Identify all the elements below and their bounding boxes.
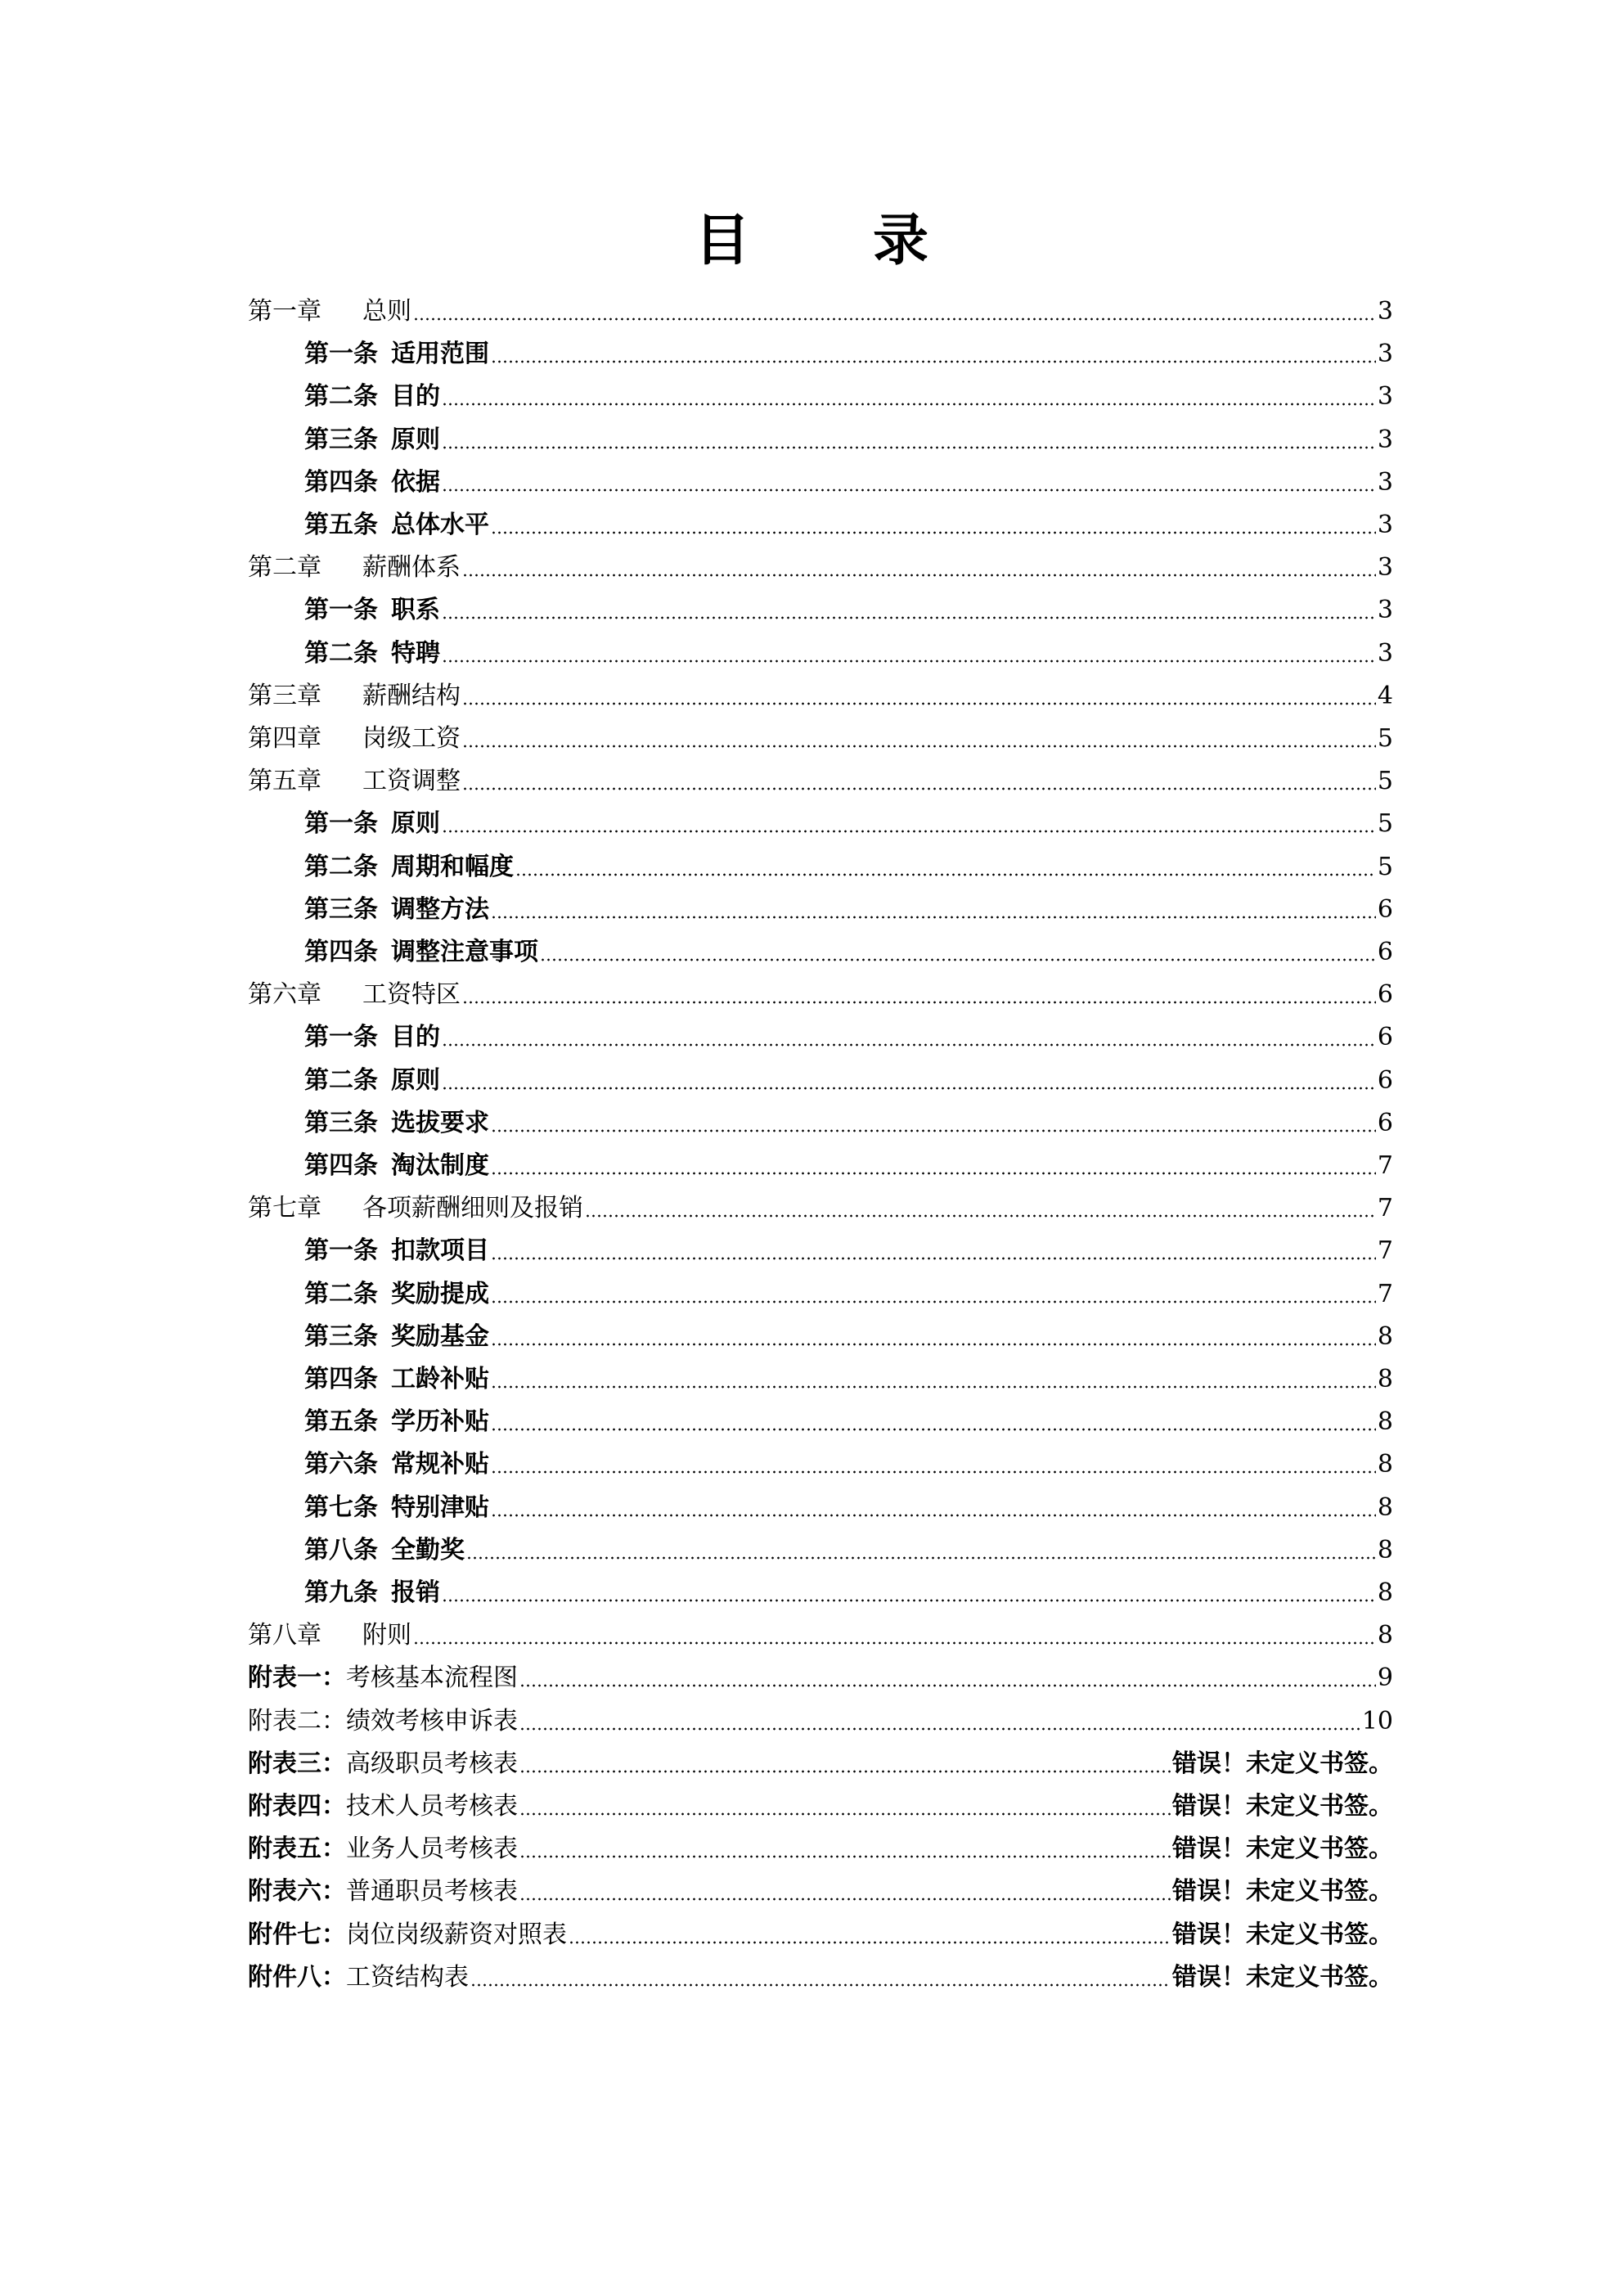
article-title: 原则 <box>391 809 440 839</box>
appendix-title: 业务人员考核表 <box>346 1835 518 1864</box>
article-title: 奖励提成 <box>391 1279 489 1308</box>
toc-entry-appendix[interactable] <box>248 1866 1393 1908</box>
article-number: 第一条 <box>304 1236 378 1266</box>
toc-entry-label <box>248 765 461 798</box>
dot-leader <box>442 660 1376 663</box>
toc-entry-appendix[interactable] <box>248 1738 1393 1781</box>
toc-entry-article[interactable] <box>304 926 1393 969</box>
dot-leader <box>491 1172 1376 1175</box>
toc-entry-chapter[interactable] <box>248 286 1393 328</box>
toc-entry-label <box>248 1662 518 1695</box>
article-title: 依据 <box>391 467 440 497</box>
appendix-title: 技术人员考核表 <box>346 1792 518 1821</box>
toc-entry-appendix[interactable] <box>248 1909 1393 1952</box>
page-number: 3 <box>1377 511 1393 539</box>
article-title: 选拔要求 <box>391 1108 489 1137</box>
dot-leader <box>519 1898 1171 1901</box>
dot-leader <box>466 1556 1376 1560</box>
toc-entry-appendix[interactable] <box>248 1695 1393 1738</box>
toc-entry-label <box>248 1748 518 1781</box>
toc-entry-label <box>304 1235 489 1267</box>
toc-entry-label <box>304 1534 465 1567</box>
page-number: 8 <box>1377 1621 1393 1650</box>
article-number: 第三条 <box>304 894 378 924</box>
article-title: 奖励基金 <box>391 1321 489 1351</box>
article-title: 目的 <box>391 382 440 412</box>
page-number: 6 <box>1377 980 1393 1010</box>
dot-leader <box>491 1129 1376 1132</box>
dot-leader <box>519 1855 1171 1858</box>
appendix-title: 高级职员考核表 <box>346 1749 518 1778</box>
bookmark-error-text: 错误！未定义书签。 <box>1172 1877 1393 1907</box>
toc-entry-label <box>248 979 461 1011</box>
article-title: 扣款项目 <box>391 1236 489 1266</box>
toc-entry-label <box>304 1065 440 1097</box>
toc-entry-label <box>248 723 461 755</box>
dot-leader <box>413 1641 1376 1645</box>
bookmark-error-text: 错误！未定义书签。 <box>1172 1962 1393 1992</box>
page-number: 3 <box>1377 638 1393 668</box>
toc-entry-label <box>304 637 440 670</box>
toc-entry-label <box>248 1192 583 1225</box>
toc-entry-appendix[interactable] <box>248 1781 1393 1823</box>
article-title: 职系 <box>391 596 440 625</box>
toc-entry-article[interactable] <box>304 628 1393 670</box>
article-number: 第二条 <box>304 1065 378 1095</box>
toc-entry-label <box>304 1107 489 1140</box>
toc-entry-article[interactable] <box>304 584 1393 627</box>
dot-leader <box>442 403 1376 406</box>
page-number: 7 <box>1377 1151 1393 1180</box>
page-number: 8 <box>1377 1450 1393 1479</box>
dot-leader <box>462 574 1376 577</box>
appendix-title: 工资结构表 <box>346 1962 469 1992</box>
toc-entry-appendix[interactable] <box>248 1952 1393 1994</box>
dot-leader <box>519 1812 1171 1816</box>
article-number: 第一条 <box>304 340 378 369</box>
appendix-number: 附表一： <box>248 1663 346 1693</box>
article-number: 第三条 <box>304 1321 378 1351</box>
article-title: 特别津贴 <box>391 1492 489 1522</box>
page-number: 8 <box>1377 1535 1393 1564</box>
article-title: 特聘 <box>391 638 440 668</box>
toc-entry-label <box>248 551 461 584</box>
article-number: 第七条 <box>304 1492 378 1522</box>
chapter-title: 岗级工资 <box>362 724 461 753</box>
dot-leader <box>442 488 1376 492</box>
title-char-2: 录 <box>873 209 929 273</box>
article-number: 第四条 <box>304 1151 378 1180</box>
page-number: 3 <box>1377 553 1393 583</box>
toc-entry-chapter[interactable] <box>248 1182 1393 1225</box>
appendix-number: 附表四： <box>248 1792 346 1821</box>
page-number: 7 <box>1377 1236 1393 1266</box>
chapter-title: 工资特区 <box>362 980 461 1010</box>
chapter-title: 总则 <box>362 297 411 326</box>
article-title: 调整注意事项 <box>391 938 538 966</box>
chapter-title: 工资调整 <box>362 767 461 796</box>
toc-entry-chapter[interactable] <box>248 713 1393 755</box>
page-number: 3 <box>1377 467 1393 497</box>
page-number: 7 <box>1377 1194 1393 1223</box>
article-title: 总体水平 <box>391 511 489 539</box>
article-title: 淘汰制度 <box>391 1151 489 1180</box>
toc-entry-article[interactable] <box>304 1225 1393 1267</box>
toc-entry-label <box>248 1833 518 1866</box>
page-number: 10 <box>1361 1706 1393 1736</box>
article-number: 第四条 <box>304 1365 378 1393</box>
toc-entry-label <box>248 295 411 328</box>
toc-entry-label <box>304 380 440 413</box>
article-title: 原则 <box>391 425 440 454</box>
toc-entry-label <box>304 1021 440 1054</box>
toc-entry-article[interactable] <box>304 1268 1393 1311</box>
article-title: 报销 <box>391 1578 440 1607</box>
appendix-title: 考核基本流程图 <box>346 1663 518 1693</box>
chapter-title: 薪酬体系 <box>362 553 461 583</box>
toc-entry-article[interactable] <box>304 1011 1393 1054</box>
toc-entry-label <box>248 1919 567 1952</box>
toc-entry-label <box>304 424 440 457</box>
toc-entry-label <box>248 1875 518 1908</box>
chapter-number: 第三章 <box>248 681 321 710</box>
page-title <box>0 205 1623 278</box>
chapter-number: 第四章 <box>248 724 321 753</box>
toc-entry-article[interactable] <box>304 328 1393 371</box>
toc-entry-article[interactable] <box>304 884 1393 926</box>
page-number: 3 <box>1377 382 1393 412</box>
page-number: 6 <box>1377 1108 1393 1137</box>
toc-entry-label <box>304 894 489 926</box>
toc-entry-label <box>304 1363 489 1396</box>
toc-entry-appendix[interactable] <box>248 1652 1393 1695</box>
toc-entry-label <box>304 338 489 371</box>
article-number: 第一条 <box>304 1023 378 1052</box>
toc-entry-article[interactable] <box>304 841 1393 884</box>
dot-leader <box>462 787 1376 790</box>
page-number: 5 <box>1377 767 1393 796</box>
toc-entry-label <box>248 1961 469 1994</box>
page-number: 6 <box>1377 894 1393 924</box>
toc-entry-label <box>304 1492 489 1524</box>
dot-leader <box>470 1983 1171 1987</box>
appendix-number: 附表六： <box>248 1877 346 1907</box>
toc-entry-article[interactable] <box>304 1524 1393 1567</box>
toc-entry-appendix[interactable] <box>248 1823 1393 1866</box>
toc-entry-label <box>248 1705 518 1738</box>
bookmark-error-text: 错误！未定义书签。 <box>1172 1835 1393 1864</box>
page-number: 3 <box>1377 340 1393 369</box>
bookmark-error-text: 错误！未定义书签。 <box>1172 1792 1393 1821</box>
article-title: 目的 <box>391 1023 440 1052</box>
toc-entry-article[interactable] <box>304 1482 1393 1524</box>
toc-entry-label <box>304 1150 489 1182</box>
appendix-title: 普通职员考核表 <box>346 1877 518 1907</box>
dot-leader <box>462 702 1376 705</box>
chapter-number: 第八章 <box>248 1621 321 1650</box>
appendix-number: 附件七： <box>248 1920 346 1949</box>
page-number: 8 <box>1377 1365 1393 1393</box>
dot-leader <box>491 1300 1376 1303</box>
article-number: 第二条 <box>304 852 378 881</box>
toc-entry-article[interactable] <box>304 798 1393 840</box>
toc-entry-label <box>304 1406 489 1438</box>
article-number: 第六条 <box>304 1450 378 1479</box>
dot-leader <box>462 1001 1376 1004</box>
page-number: 7 <box>1377 1279 1393 1308</box>
dot-leader <box>442 830 1376 833</box>
toc-entry-article[interactable] <box>304 1097 1393 1140</box>
article-title: 调整方法 <box>391 894 489 924</box>
page-number: 6 <box>1377 1065 1393 1095</box>
toc-entry-article[interactable] <box>304 371 1393 413</box>
toc-entry-label <box>304 851 514 884</box>
page-number: 4 <box>1377 681 1393 710</box>
chapter-number: 第二章 <box>248 553 321 583</box>
bookmark-error-text: 错误！未定义书签。 <box>1172 1749 1393 1778</box>
chapter-title: 薪酬结构 <box>362 681 461 710</box>
toc-entry-article[interactable] <box>304 1353 1393 1396</box>
article-number: 第五条 <box>304 511 378 539</box>
dot-leader <box>519 1727 1360 1731</box>
dot-leader <box>491 916 1376 919</box>
toc-entry-label <box>304 936 538 969</box>
toc-entry-article[interactable] <box>304 457 1393 499</box>
article-number: 第二条 <box>304 638 378 668</box>
dot-leader <box>442 1599 1376 1602</box>
toc-entry-label <box>304 808 440 840</box>
dot-leader <box>491 1385 1376 1389</box>
page-number: 6 <box>1377 1023 1393 1052</box>
toc-entry-label <box>304 1278 489 1311</box>
article-number: 第四条 <box>304 467 378 497</box>
dot-leader <box>491 1428 1376 1431</box>
page-number: 8 <box>1377 1578 1393 1607</box>
article-title: 全勤奖 <box>391 1535 465 1564</box>
toc-entry-article[interactable] <box>304 499 1393 542</box>
appendix-number: 附表五： <box>248 1835 346 1864</box>
page-number: 9 <box>1377 1663 1393 1693</box>
article-title: 常规补贴 <box>391 1450 489 1479</box>
page-number: 5 <box>1377 852 1393 881</box>
toc-entry-label <box>304 466 440 499</box>
article-title: 适用范围 <box>391 340 489 369</box>
dot-leader <box>569 1941 1171 1944</box>
article-number: 第三条 <box>304 1108 378 1137</box>
article-title: 原则 <box>391 1065 440 1095</box>
dot-leader <box>491 1470 1376 1474</box>
chapter-number: 第六章 <box>248 980 321 1010</box>
article-number: 第四条 <box>304 938 378 966</box>
toc-entry-article[interactable] <box>304 1055 1393 1097</box>
page-number: 5 <box>1377 809 1393 839</box>
bookmark-error-text: 错误！未定义书签。 <box>1172 1920 1393 1949</box>
dot-leader <box>540 958 1376 961</box>
toc-entry-article[interactable] <box>304 1311 1393 1353</box>
article-number: 第二条 <box>304 382 378 412</box>
toc-entry-label <box>248 1619 411 1652</box>
toc-entry-chapter[interactable] <box>248 755 1393 798</box>
chapter-number: 第五章 <box>248 767 321 796</box>
dot-leader <box>442 446 1376 449</box>
toc-entry-article[interactable] <box>304 414 1393 457</box>
dot-leader <box>442 616 1376 619</box>
toc-entry-chapter[interactable] <box>248 542 1393 584</box>
toc-entry-label <box>304 1577 440 1609</box>
article-title: 工龄补贴 <box>391 1365 489 1393</box>
dot-leader <box>491 1514 1376 1517</box>
page-number: 3 <box>1377 297 1393 326</box>
toc-entry-chapter[interactable] <box>248 670 1393 713</box>
article-number: 第九条 <box>304 1578 378 1607</box>
toc-entry-article[interactable] <box>304 1438 1393 1481</box>
article-number: 第三条 <box>304 425 378 454</box>
dot-leader <box>442 1043 1376 1047</box>
appendix-number: 附表二： <box>248 1706 346 1736</box>
article-number: 第八条 <box>304 1535 378 1564</box>
dot-leader <box>491 1343 1376 1346</box>
toc-entry-chapter[interactable] <box>248 969 1393 1011</box>
page-number: 3 <box>1377 425 1393 454</box>
toc-entry-label <box>304 509 489 542</box>
article-number: 第二条 <box>304 1279 378 1308</box>
page-number: 5 <box>1377 724 1393 753</box>
chapter-title: 附则 <box>362 1621 411 1650</box>
article-title: 周期和幅度 <box>391 852 514 881</box>
page-number: 6 <box>1377 938 1393 966</box>
title-char-1: 目 <box>694 209 750 273</box>
dot-leader <box>519 1684 1376 1687</box>
toc-entry-label <box>304 1321 489 1353</box>
page-number: 3 <box>1377 596 1393 625</box>
article-number: 第五条 <box>304 1407 378 1437</box>
toc-entry-label <box>304 1448 489 1481</box>
dot-leader <box>515 873 1376 876</box>
toc-entry-article[interactable] <box>304 1140 1393 1182</box>
appendix-title: 岗位岗级薪资对照表 <box>346 1920 567 1949</box>
toc-entry-chapter[interactable] <box>248 1609 1393 1652</box>
toc-entry-label <box>248 680 461 713</box>
chapter-number: 第一章 <box>248 297 321 326</box>
dot-leader <box>491 360 1376 363</box>
dot-leader <box>491 1257 1376 1260</box>
appendix-number: 附件八： <box>248 1962 346 1992</box>
chapter-title: 各项薪酬细则及报销 <box>362 1194 583 1223</box>
dot-leader <box>491 531 1376 534</box>
page-number: 8 <box>1377 1321 1393 1351</box>
toc-entry-label <box>304 594 440 627</box>
dot-leader <box>462 745 1376 748</box>
dot-leader <box>585 1214 1376 1218</box>
dot-leader <box>442 1087 1376 1090</box>
dot-leader <box>519 1770 1171 1773</box>
toc-entry-article[interactable] <box>304 1567 1393 1609</box>
toc-entry-label <box>248 1790 518 1823</box>
article-number: 第一条 <box>304 809 378 839</box>
dot-leader <box>413 317 1376 321</box>
page-number: 8 <box>1377 1407 1393 1437</box>
article-title: 学历补贴 <box>391 1407 489 1437</box>
page-number: 8 <box>1377 1492 1393 1522</box>
appendix-number: 附表三： <box>248 1749 346 1778</box>
toc-entry-article[interactable] <box>304 1396 1393 1438</box>
appendix-title: 绩效考核申诉表 <box>346 1706 518 1736</box>
chapter-number: 第七章 <box>248 1194 321 1223</box>
article-number: 第一条 <box>304 596 378 625</box>
